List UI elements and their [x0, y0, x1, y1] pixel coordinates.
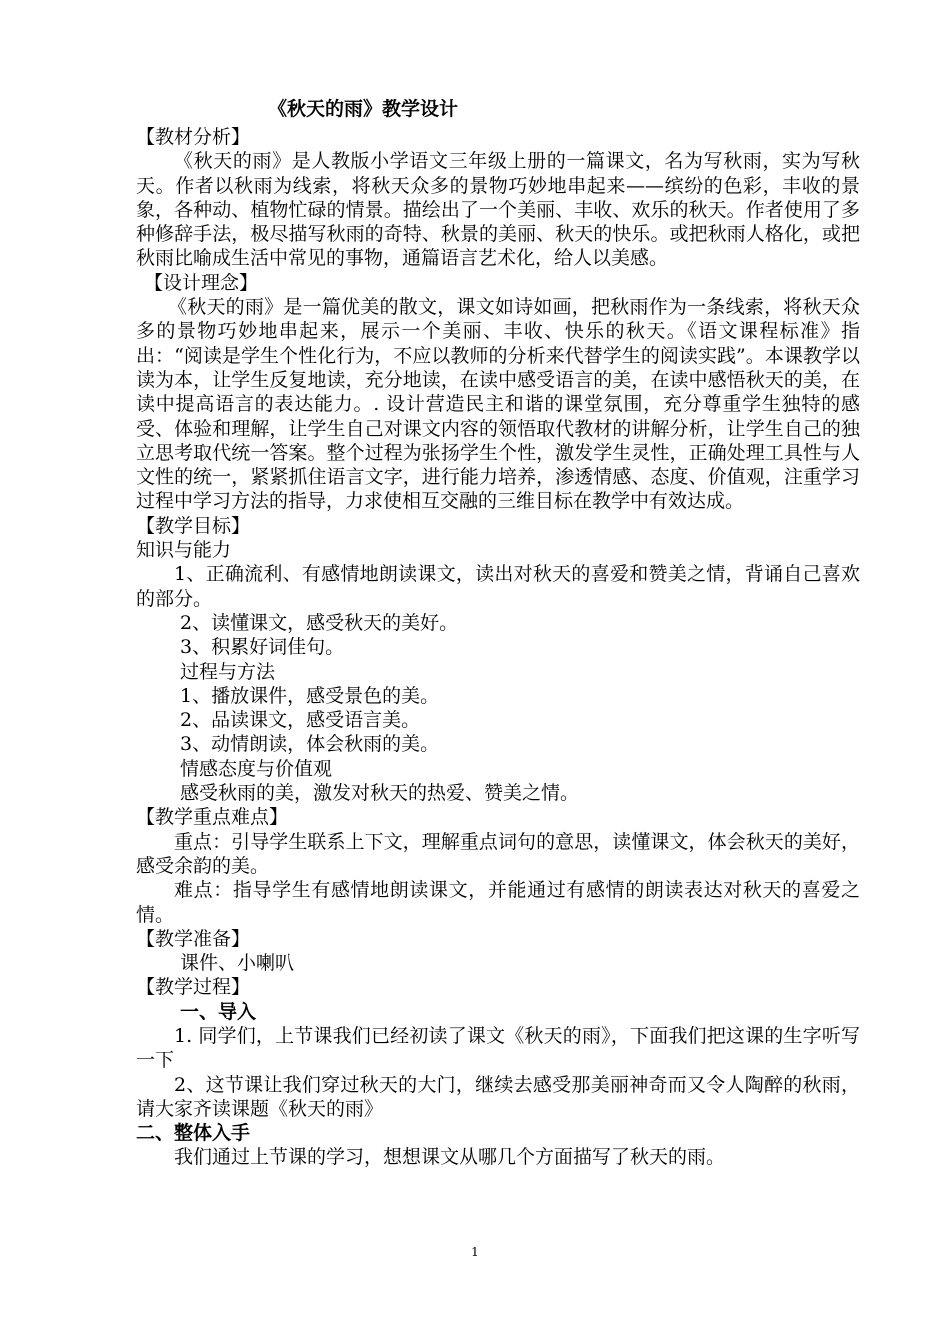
goal-knowledge-2: 2、读懂课文，感受秋天的美好。: [180, 611, 459, 634]
goal-emotion-1: 感受秋雨的美，激发对秋天的热爱、赞美之情。: [180, 782, 580, 805]
goals-knowledge-heading: 知识与能力: [136, 539, 232, 562]
goal-process-3: 3、动情朗读，体会秋雨的美。: [180, 733, 440, 756]
section-heading-preparation: 【教学准备】: [136, 927, 251, 950]
paragraph-design: 《秋天的雨》是一篇优美的散文，课文如诗如画，把秋雨作为一条线索，将秋天众多的景物巧妙地串起来，展示一个美丽、丰收、快乐的秋天。《语文课程标准》指出：“阅读是学生个性化行为，不应以教师的分析来代替学生的阅读实践”。本课教学以读为本，让学生反复地读，充分地读，在读中感受语言的美，在读中感悟秋天的美，在读中提高语言的表达能力。. 设计营造民主和谐的课堂氛围，充分尊重学生独特的感受、体验和理解，让学生自己对课文内容的领悟取代教材的讲解分析，让学生自己的独立思考取代统一答案。整个过程为张扬学生个性，激发学生灵性，正确处理工具性与人文性的统一，紧紧抓住语言文字，进行能力培养，渗透情感、态度、价值观，注重学习过程中学习方法的指导，力求使相互交融的三维目标在教学中有效达成。: [136, 296, 860, 513]
goals-emotion-heading: 情感态度与价值观: [180, 757, 333, 780]
step2-heading: 二、整体入手: [136, 1122, 251, 1145]
goals-process-heading: 过程与方法: [180, 660, 276, 683]
goal-knowledge-3: 3、积累好词佳句。: [180, 636, 345, 659]
goal-process-2: 2、品读课文，感受语言美。: [180, 709, 421, 732]
goal-knowledge-1: 1、正确流利、有感情地朗读课文，读出对秋天的喜爱和赞美之情，背诵自己喜欢的部分。: [136, 563, 860, 610]
section-heading-process: 【教学过程】: [136, 976, 251, 999]
step1-paragraph-2: 2、这节课让我们穿过秋天的大门，继续去感受那美丽神奇而又令人陶醉的秋雨，请大家齐读课题《秋天的雨》: [136, 1073, 860, 1120]
document-title: 《秋天的雨》教学设计: [268, 98, 459, 120]
section-heading-goals: 【教学目标】: [136, 514, 251, 537]
step2-paragraph-1: 我们通过上节课的学习，想想课文从哪几个方面描写了秋天的雨。: [174, 1146, 726, 1169]
step1-heading: 一、导入: [180, 1000, 257, 1023]
paragraph-key-point: 重点：引导学生联系上下文，理解重点词句的意思，读懂课文，体会秋天的美好，感受余韵的美。: [136, 830, 860, 877]
preparation-text: 课件、小喇叭: [180, 952, 295, 975]
goal-process-1: 1、播放课件，感受景色的美。: [180, 684, 440, 707]
section-heading-design: 【设计理念】: [144, 271, 259, 294]
section-heading-key-points: 【教学重点难点】: [136, 806, 289, 829]
section-heading-material: 【教材分析】: [136, 126, 251, 148]
page-number: 1: [471, 1245, 479, 1259]
step1-paragraph-1: 1. 同学们，上节课我们已经初读了课文《秋天的雨》，下面我们把这课的生字听写一下: [136, 1024, 860, 1072]
paragraph-material: 《秋天的雨》是人教版小学语文三年级上册的一篇课文，名为写秋雨，实为写秋天。作者以秋雨为线索，将秋天众多的景物巧妙地串起来——缤纷的色彩，丰收的景象，各种动、植物忙碌的情景。描绘出了一个美丽、丰收、欢乐的秋天。作者使用了多种修辞手法，极尽描写秋雨的奇特、秋景的美丽、秋天的快乐。或把秋雨人格化，或把秋雨比喻成生活中常见的事物，通篇语言艺术化，给人以美感。: [136, 150, 860, 270]
paragraph-difficult-point: 难点：指导学生有感情地朗读课文，并能通过有感情的朗读表达对秋天的喜爱之情。: [136, 879, 860, 926]
